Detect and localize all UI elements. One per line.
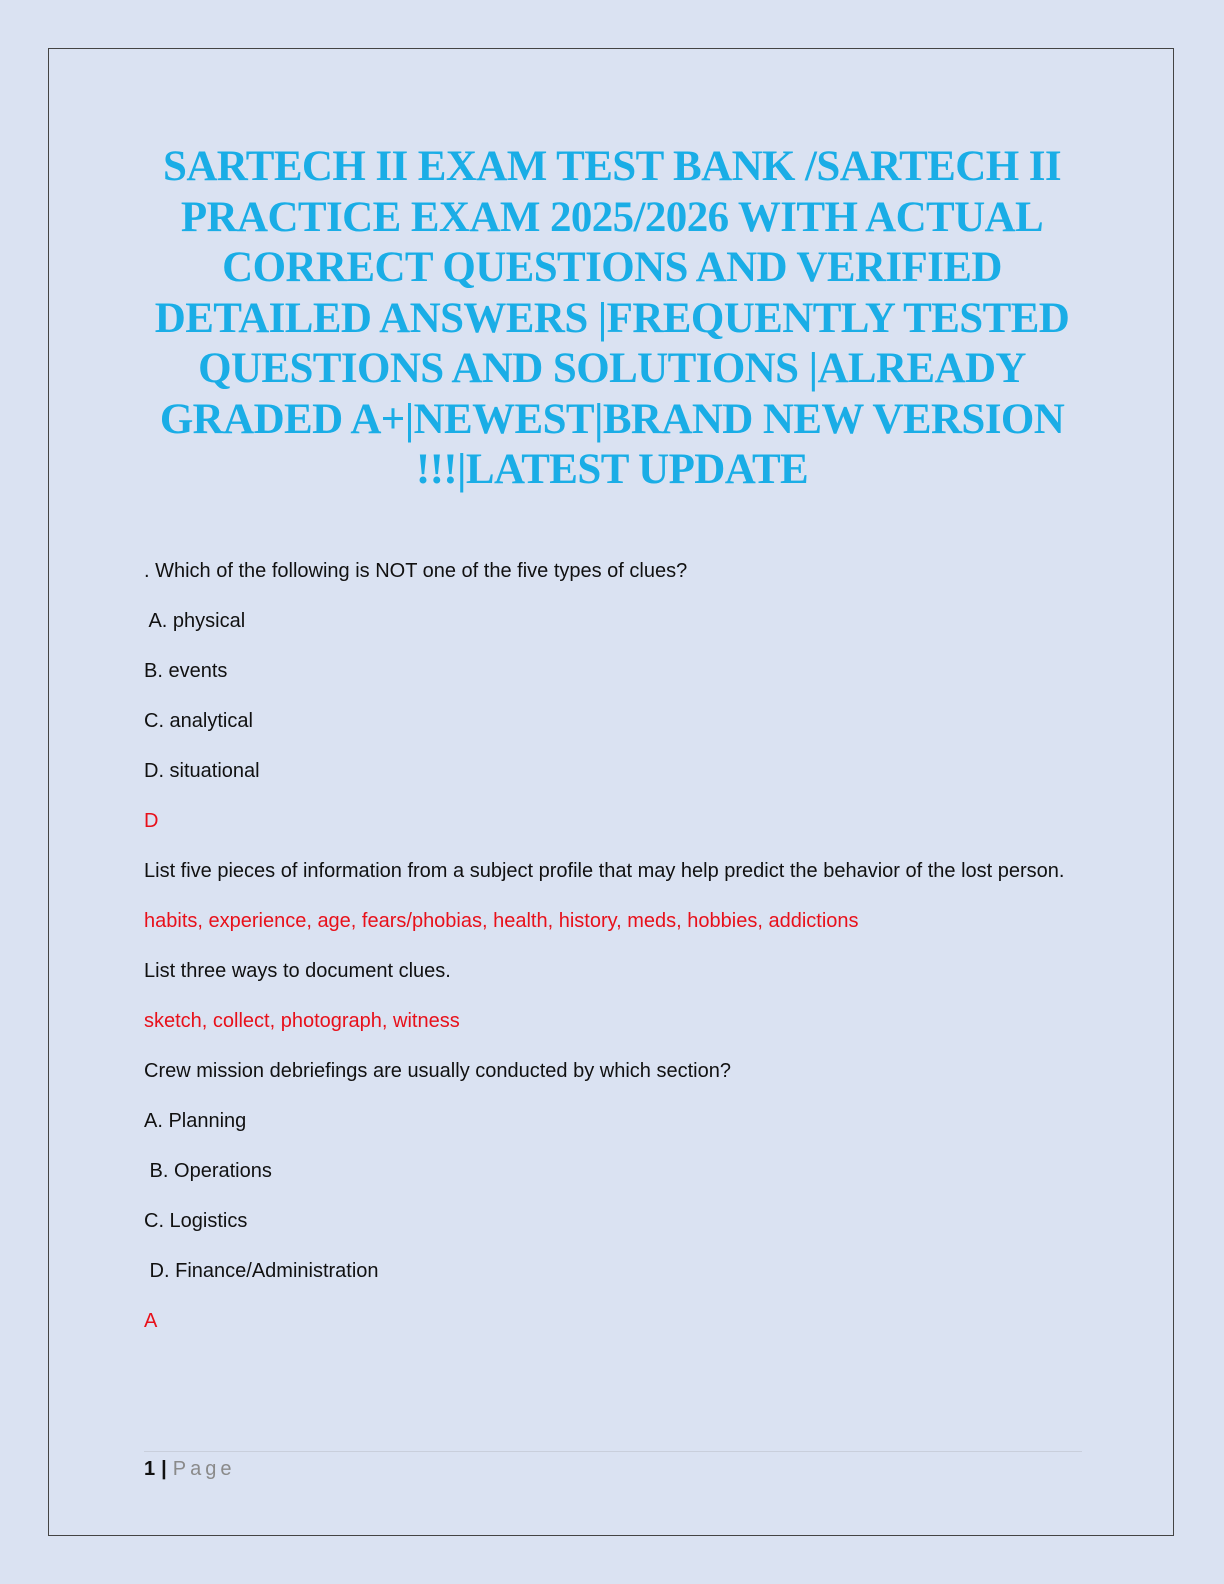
- question-4: Crew mission debriefings are usually conducted by which section?: [144, 1060, 731, 1082]
- title-line: QUESTIONS AND SOLUTIONS |ALREADY: [198, 345, 1026, 392]
- question-4-answer: A: [144, 1310, 158, 1332]
- title-line: DETAILED ANSWERS |FREQUENTLY TESTED: [154, 294, 1070, 342]
- question-4-option-d: D. Finance/Administration: [144, 1260, 379, 1282]
- question-1-option-c: C. analytical: [144, 710, 253, 732]
- title-line: !!!|LATEST UPDATE: [415, 446, 809, 493]
- question-1: . Which of the following is NOT one of the five types of clues?: [144, 560, 688, 582]
- title-line: SARTECH II EXAM TEST BANK /SARTECH II: [163, 143, 1061, 190]
- question-2-answer: habits, experience, age, fears/phobias, health, history, meds, hobbies, addictions: [144, 910, 859, 932]
- title-line: PRACTICE EXAM 2025/2026 WITH ACTUAL: [180, 193, 1044, 241]
- question-3: List three ways to document clues.: [144, 960, 451, 982]
- page-number: 1: [144, 1458, 156, 1480]
- document-body: [144, 554, 1084, 1354]
- question-3-answer: sketch, collect, photograph, witness: [144, 1010, 460, 1032]
- question-1-answer: D: [144, 810, 159, 832]
- question-1-option-a: A. physical: [144, 610, 246, 632]
- question-1-option-b: B. events: [144, 660, 228, 682]
- question-4-option-c: C. Logistics: [144, 1210, 248, 1232]
- question-2: List five pieces of information from a subject profile that may help predict the behavior of the lost person.: [144, 860, 1065, 882]
- page-label: Page: [172, 1458, 236, 1480]
- question-1-option-d: D. situational: [144, 760, 260, 782]
- title-line: GRADED A+|NEWEST|BRAND NEW VERSION: [159, 395, 1065, 443]
- page-footer: [144, 1454, 235, 1484]
- question-4-option-b: B. Operations: [144, 1160, 272, 1182]
- footer-divider: [144, 1451, 1082, 1452]
- footer-separator: |: [161, 1458, 167, 1480]
- document-title: [140, 142, 1084, 496]
- title-line: CORRECT QUESTIONS AND VERIFIED: [222, 244, 1002, 291]
- question-4-option-a: A. Planning: [144, 1110, 247, 1132]
